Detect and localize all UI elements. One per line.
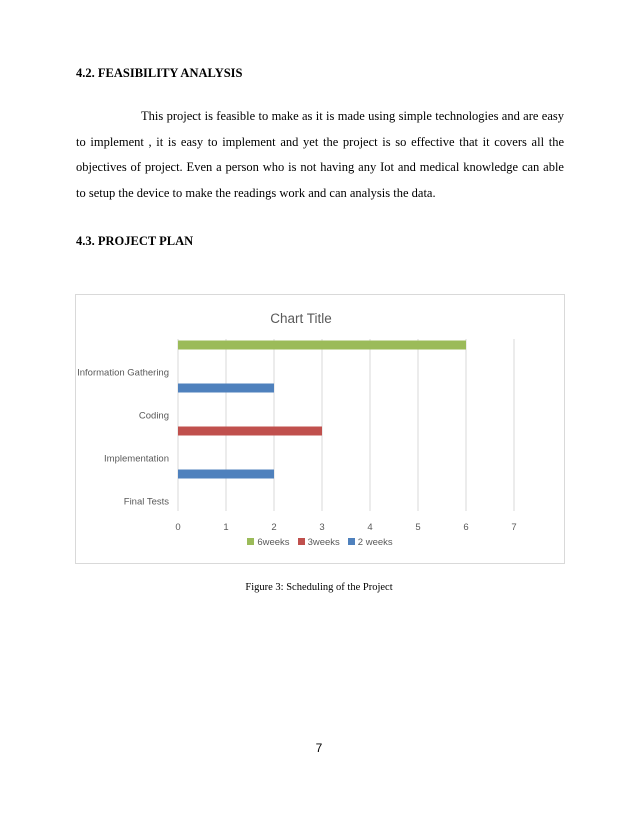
category-label: Coding: [138, 410, 169, 422]
section-heading-feasibility: 4.2. FEASIBILITY ANALYSIS: [76, 66, 243, 80]
x-tick-label: 5: [415, 522, 421, 533]
bar-2-weeks: [178, 384, 274, 393]
feasibility-paragraph: This project is feasible to make as it is made using simple technologies and are easy to implement , it is easy to implement and yet the project is so effective that it covers all the objectives of project. Even a person who is not having any Iot and medical knowledge can able to setup the device to make the readings work and can analysis the data.: [76, 109, 564, 200]
legend-label: 6weeks: [257, 537, 290, 548]
legend-label: 2 weeks: [357, 537, 393, 548]
chart-title: Chart Title: [270, 311, 332, 326]
x-tick-label: 2: [271, 522, 277, 533]
legend-swatch: [348, 538, 355, 545]
x-tick-label: 3: [319, 522, 325, 533]
x-tick-label: 7: [511, 522, 517, 533]
legend-item: [247, 537, 289, 548]
gantt-chart: [75, 294, 565, 564]
legend-item: [298, 537, 340, 548]
chart-plot-area: [76, 295, 564, 563]
x-tick-label: 6: [463, 522, 469, 533]
legend-swatch: [298, 538, 305, 545]
legend-label: 3weeks: [307, 537, 340, 548]
legend-swatch: [247, 538, 254, 545]
category-label: Implementation: [104, 453, 169, 465]
bar-2-weeks: [178, 470, 274, 479]
section-heading-project-plan: 4.3. PROJECT PLAN: [76, 234, 194, 248]
category-label: Information Gathering: [77, 367, 169, 379]
x-tick-label: 0: [175, 522, 181, 533]
bar-6weeks: [178, 341, 466, 350]
legend-item: [348, 537, 393, 548]
figure-caption: Figure 3: Scheduling of the Project: [245, 582, 393, 593]
chart-legend: [76, 537, 564, 548]
x-tick-label: 1: [223, 522, 229, 533]
x-tick-label: 4: [367, 522, 373, 533]
category-label: Final Tests: [123, 496, 169, 508]
bar-3weeks: [178, 427, 322, 436]
page-number: 7: [315, 741, 323, 755]
